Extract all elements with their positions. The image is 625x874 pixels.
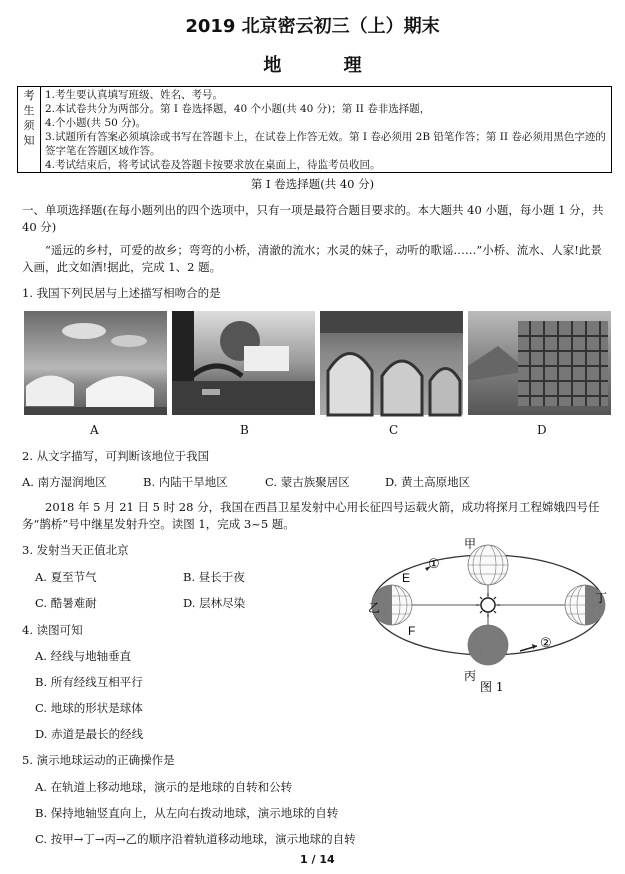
notice-label-char: 须 [23, 119, 35, 132]
q5-option-b: B. 保持地轴竖直向上，从左向右拨动地球，演示地球的自转 [35, 806, 339, 820]
figure-caption: 图 1 [480, 680, 504, 694]
label-f: F [408, 624, 416, 638]
section-instructions: 一、单项选择题(在每小题列出的四个选项中，只有一项是最符合题目要求的。本大题共 40 小题，每小题 1 分，共 40 分) [22, 203, 604, 234]
q4-option-c: C. 地球的形状是球体 [35, 701, 143, 715]
question-4-stem: 4. 读图可知 [22, 623, 83, 637]
q2-option-b: B. 内陆干旱地区 [143, 475, 228, 489]
q2-option-c: C. 蒙古族聚居区 [265, 475, 350, 489]
question-5-stem: 5. 演示地球运动的正确操作是 [22, 753, 175, 767]
question-3-stem: 3. 发射当天正值北京 [22, 543, 129, 557]
q3-option-b: B. 昼长于夜 [183, 570, 245, 584]
label-bing: 丙 [464, 669, 477, 683]
q4-option-b: B. 所有经线互相平行 [35, 675, 143, 689]
label-yi: 乙 [368, 601, 381, 615]
photo-label-c: C [389, 423, 399, 437]
q2-option-a: A. 南方湿润地区 [22, 475, 107, 489]
photo-c-cave-dwelling [320, 311, 463, 415]
figure-1-earth-orbit [370, 530, 610, 700]
notice-label-char: 知 [23, 134, 35, 147]
exam-title: 2019 北京密云初三（上）期末 [185, 16, 440, 37]
notice-label-char: 生 [23, 104, 35, 117]
photo-label-b: B [240, 423, 249, 437]
q3-option-a: A. 夏至节气 [35, 570, 97, 584]
notice-item: 1.考生要认真填写班级、姓名、考号。 [45, 89, 224, 101]
photo-d-grape-drying-house [468, 311, 611, 415]
notice-item: 4.个小题(共 50 分)。 [45, 117, 147, 129]
q3-option-c: C. 酷暑难耐 [35, 596, 97, 610]
q4-option-d: D. 赤道是最长的经线 [35, 727, 144, 741]
subject-title: 地 理 [263, 55, 390, 76]
question-1-stem: 1. 我国下列民居与上述描写相吻合的是 [22, 286, 221, 300]
globe-jia [468, 545, 508, 585]
notice-item: 3.试题所有答案必须填涂或书写在答题卡上，在试卷上作答无效。第 I 卷必须用 2B 铅笔作答；第 II 卷必须用黑色字迹的签字笔在答题区域作答。 [45, 131, 606, 157]
notice-item: 2.本试卷共分为两部分。第 I 卷选择题，40 个小题(共 40 分)；第 II 卷非选择题， [45, 103, 431, 115]
notice-label-char: 考 [23, 89, 35, 102]
passage-2: 2018 年 5 月 21 日 5 时 28 分，我国在西昌卫星发射中心用长征四号运载火箭，成功将探月工程嫦娥四号任务“鹊桥”号中继星发射升空。读图 1，完成 3~5 题。 [22, 500, 600, 531]
q2-option-d: D. 黄土高原地区 [385, 475, 471, 489]
question-2-stem: 2. 从文字描写，可判断该地位于我国 [22, 449, 210, 463]
photo-label-a: A [90, 423, 99, 437]
photo-a-yurts [24, 311, 167, 415]
label-jia: 甲 [464, 537, 477, 551]
page-number: 1 / 14 [300, 853, 335, 866]
notice-body [41, 87, 611, 172]
q4-option-a: A. 经线与地轴垂直 [35, 649, 132, 663]
globe-bing [468, 625, 508, 665]
label-arrow-1: ① [428, 557, 440, 572]
passage-1: “遥远的乡村，可爱的故乡；弯弯的小桥，清澈的流水；水灵的妹子，动听的歌谣……”小桥、流水、人家!此景入画，此文如酒!据此，完成 1、2 题。 [22, 243, 602, 274]
notice-label [18, 87, 41, 172]
label-arrow-2: ② [540, 636, 552, 651]
part1-title: 第 I 卷选择题(共 40 分) [250, 177, 375, 191]
label-e: E [402, 571, 411, 585]
label-ding: 丁 [595, 591, 608, 605]
photo-label-d: D [537, 423, 547, 437]
exam-notice-table [17, 86, 612, 173]
q3-option-d: D. 层林尽染 [183, 596, 246, 610]
notice-item: 4.考试结束后，将考试试卷及答题卡按要求放在桌面上，待监考员收回。 [45, 159, 381, 171]
photo-b-water-town [172, 311, 315, 415]
q5-option-c: C. 按甲→丁→丙→乙的顺序沿着轨道移动地球，演示地球的自转 [35, 832, 356, 846]
q5-option-a: A. 在轨道上移动地球，演示的是地球的自转和公转 [35, 780, 293, 794]
